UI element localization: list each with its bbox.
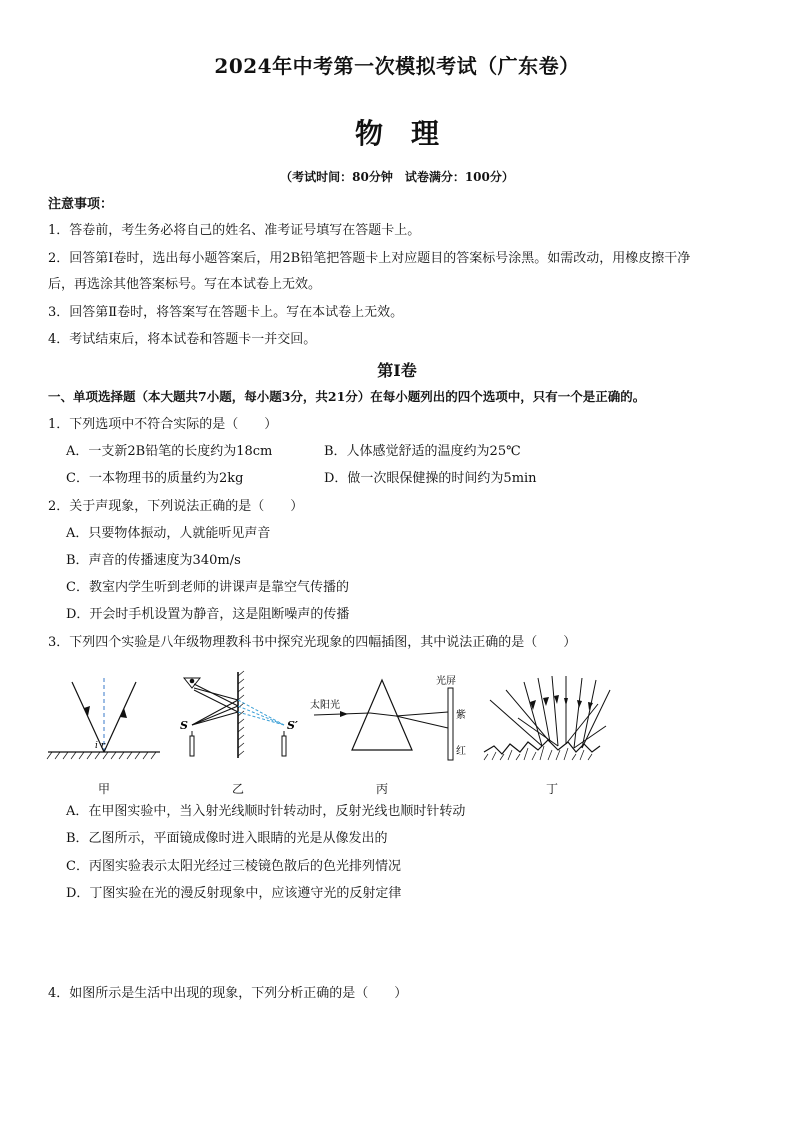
question-3-stem: 3．下列四个实验是八年级物理教科书中探究光现象的四幅插图，其中说法正确的是（ ） — [48, 635, 577, 650]
figure-caption-yi: 乙 — [231, 782, 244, 796]
exam-info: （考试时间：80分钟 试卷满分：100分） — [280, 170, 514, 184]
exam-title: 2024年中考第一次模拟考试（广东卷） — [214, 54, 580, 78]
optics-figures — [44, 670, 614, 800]
q2-option-b: B．声音的传播速度为340m/s — [66, 553, 241, 568]
section-instruction: 一、单项选择题（本大题共7小题，每小题3分，共21分）在每小题列出的四个选项中，只有一个是正确的。 — [48, 389, 646, 404]
section-title: 第Ⅰ卷 — [377, 361, 417, 380]
figure-ding-diffuse — [484, 676, 610, 760]
q1-option-a: A．一支新2B铅笔的长度约为18cm — [66, 444, 273, 459]
red-label: 红 — [456, 746, 466, 757]
figure-bing-prism — [310, 674, 466, 760]
optics-figures-svg — [44, 670, 614, 780]
note-item: 3．回答第Ⅱ卷时，将答案写在答题卡上。写在本试卷上无效。 — [48, 305, 404, 320]
note-item: 后，再选涂其他答案标号。写在本试卷上无效。 — [48, 277, 322, 292]
q3-option-a: A．在甲图实验中，当入射光线顺时针转动时，反射光线也顺时针转动 — [66, 804, 466, 819]
q1-option-b: B．人体感觉舒适的温度约为25℃ — [324, 444, 521, 459]
question-2-stem: 2．关于声现象，下列说法正确的是（ ） — [48, 499, 304, 514]
q3-option-b: B．乙图所示，平面镜成像时进入眼睛的光是从像发出的 — [66, 831, 388, 846]
q2-option-d: D．开会时手机设置为静音，这是阻断噪声的传播 — [66, 607, 350, 622]
q2-option-c: C．教室内学生听到老师的讲课声是靠空气传播的 — [66, 580, 349, 595]
figure-caption-bing: 丙 — [375, 782, 388, 796]
figure-caption-jia: 甲 — [97, 782, 110, 796]
screen-label: 光屏 — [436, 676, 456, 687]
question-4-stem: 4．如图所示是生活中出现的现象，下列分析正确的是（ ） — [48, 986, 408, 1001]
subject-heading: 物理 — [354, 117, 467, 150]
source-label: S — [180, 719, 188, 732]
q3-option-d: D．丁图实验在光的漫反射现象中，应该遵守光的反射定律 — [66, 886, 402, 901]
figure-jia-reflection — [47, 678, 160, 759]
q1-option-d: D．做一次眼保健操的时间约为5min — [324, 471, 537, 486]
question-1-stem: 1．下列选项中不符合实际的是（ ） — [48, 417, 278, 432]
violet-label: 紫 — [456, 710, 466, 721]
note-item: 2．回答第Ⅰ卷时，选出每小题答案后，用2B铅笔把答题卡上对应题目的答案标号涂黑。如需改动，用橡皮擦干净 — [48, 251, 691, 266]
sunlight-label: 太阳光 — [310, 700, 340, 711]
image-label: S′ — [287, 719, 298, 732]
q2-option-a: A．只要物体振动，人就能听见声音 — [66, 526, 271, 541]
q3-option-c: C．丙图实验表示太阳光经过三棱镜色散后的色光排列情况 — [66, 859, 401, 874]
figure-caption-ding: 丁 — [545, 782, 558, 796]
q1-option-c: C．一本物理书的质量约为2kg — [66, 471, 244, 486]
angle-labels: i r — [95, 741, 106, 751]
note-item: 4．考试结束后，将本试卷和答题卡一并交回。 — [48, 332, 317, 347]
notes-heading: 注意事项： — [48, 197, 114, 212]
note-item: 1．答卷前，考生务必将自己的姓名、准考证号填写在答题卡上。 — [48, 223, 421, 238]
figure-yi-mirror — [180, 671, 298, 758]
